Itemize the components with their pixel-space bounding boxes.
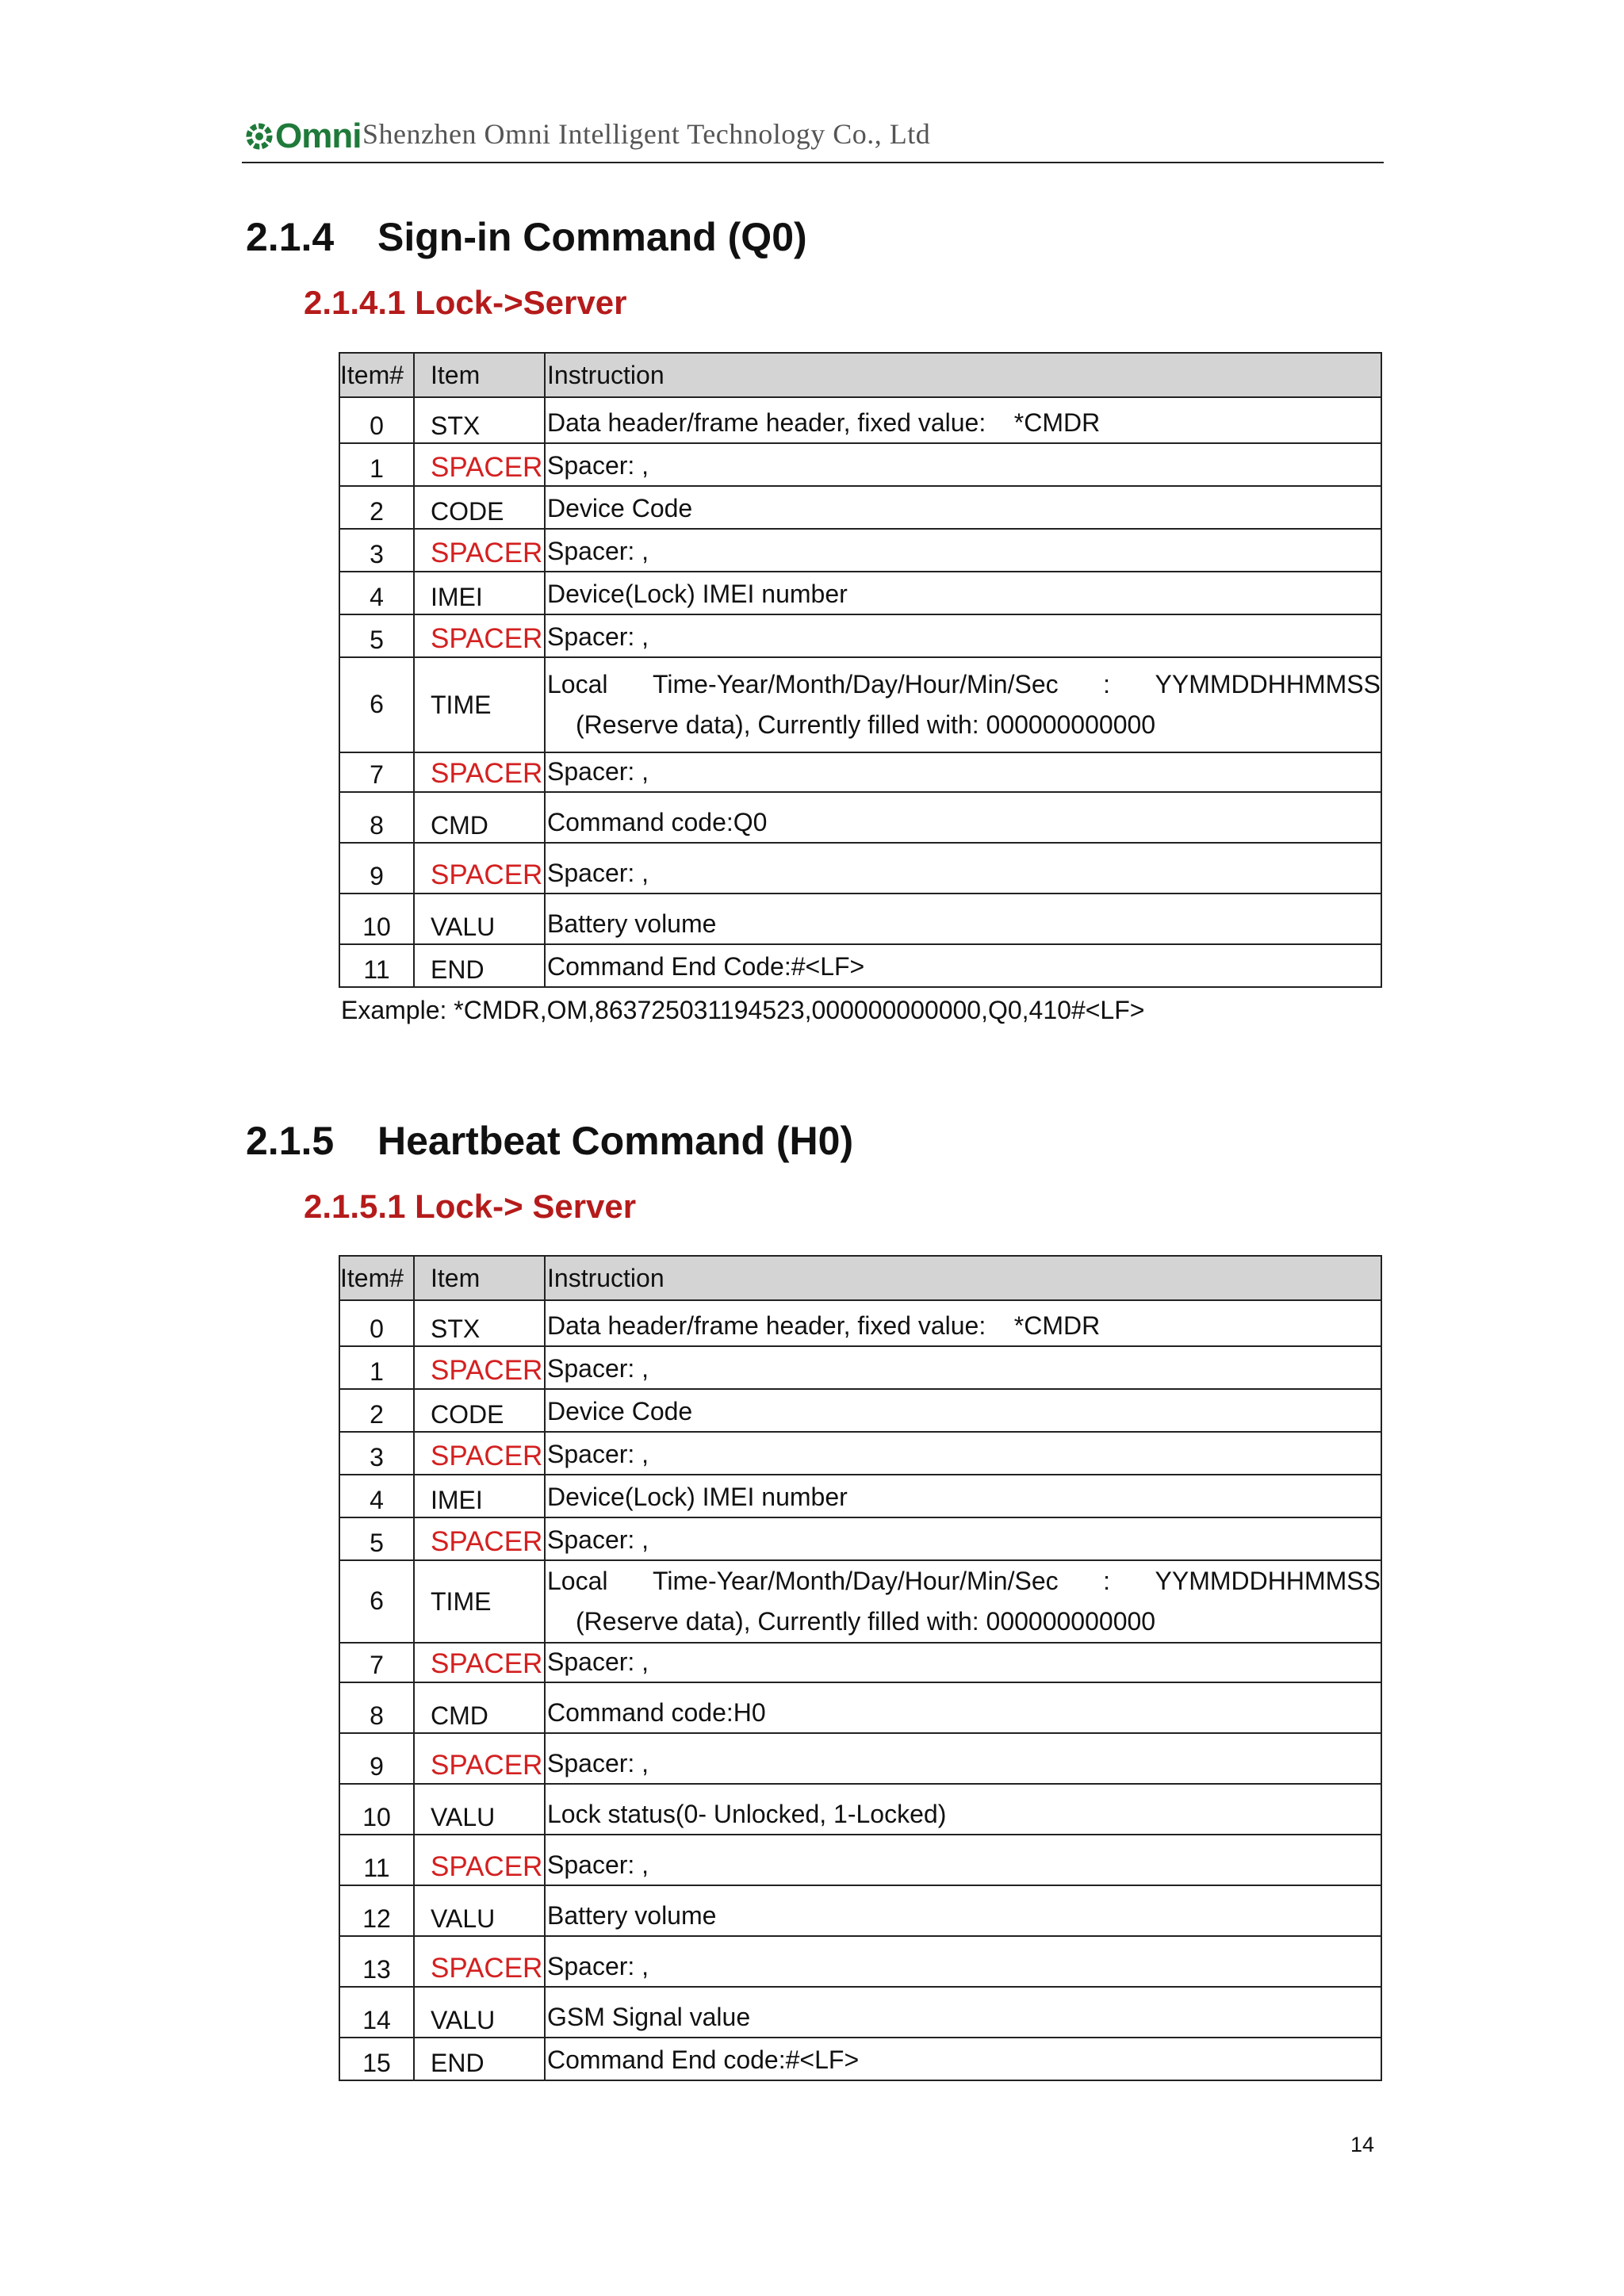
table-row — [339, 1682, 1381, 1733]
cell-item: SPACER — [414, 614, 545, 657]
cell-instruction: Device(Lock) IMEI number — [545, 572, 1381, 614]
cell-instruction: Spacer: , — [545, 1733, 1381, 1784]
instruction-word: YYMMDDHHMMSS — [1155, 1567, 1381, 1595]
instruction-line: (Reserve data), Currently filled with: 000000000000 — [576, 710, 1156, 739]
table-row — [339, 944, 1381, 987]
cell-item: STX — [414, 397, 545, 443]
table-row — [339, 843, 1381, 894]
cell-instruction: Spacer: , — [545, 1835, 1381, 1885]
cell-item-number: 6 — [339, 1560, 414, 1643]
cell-item: END — [414, 2038, 545, 2080]
cell-item-number: 7 — [339, 1643, 414, 1682]
cell-instruction: Battery volume — [545, 1885, 1381, 1936]
cell-item-number: 2 — [339, 486, 414, 529]
cell-item-number: 15 — [339, 2038, 414, 2080]
instruction-line — [547, 1567, 1381, 1596]
table-row — [339, 397, 1381, 443]
cell-item: TIME — [414, 657, 545, 752]
cell-instruction: Spacer: , — [545, 443, 1381, 486]
cell-item-number: 0 — [339, 397, 414, 443]
instruction-word: Time-Year/Month/Day/Hour/Min/Sec — [653, 670, 1059, 698]
cell-item-number: 4 — [339, 572, 414, 614]
cell-item: SPACER — [414, 1517, 545, 1560]
cell-instruction: Lock status(0- Unlocked, 1-Locked) — [545, 1784, 1381, 1835]
table-row — [339, 894, 1381, 944]
cell-item: CODE — [414, 1389, 545, 1432]
cell-item-number: 11 — [339, 1835, 414, 1885]
cell-item: END — [414, 944, 545, 987]
table-header-row — [339, 1256, 1381, 1300]
cell-instruction: GSM Signal value — [545, 1987, 1381, 2038]
header-instruction: Instruction — [545, 353, 1381, 397]
table-row — [339, 1835, 1381, 1885]
cell-instruction: Device(Lock) IMEI number — [545, 1475, 1381, 1517]
cell-instruction: Data header/frame header, fixed value: *CMDR — [545, 1300, 1381, 1346]
instruction-word: Time-Year/Month/Day/Hour/Min/Sec — [653, 1567, 1059, 1595]
cell-item: SPACER — [414, 1936, 545, 1987]
cell-instruction: Spacer: , — [545, 1643, 1381, 1682]
instruction-word: : — [1103, 1567, 1111, 1595]
instruction-line — [547, 670, 1381, 699]
subsection-heading-lock-server: 2.1.5.1 Lock-> Server — [304, 1188, 637, 1225]
cell-instruction: Spacer: , — [545, 1936, 1381, 1987]
cell-item-number: 10 — [339, 1784, 414, 1835]
cell-item: SPACER — [414, 752, 545, 792]
table-row — [339, 614, 1381, 657]
cell-item-number: 8 — [339, 792, 414, 843]
cell-instruction: Spacer: , — [545, 752, 1381, 792]
header-item-number: Item# — [339, 1256, 414, 1300]
cell-item-number: 9 — [339, 843, 414, 894]
cell-item-number: 12 — [339, 1885, 414, 1936]
cell-item: VALU — [414, 1885, 545, 1936]
page-header — [242, 111, 1384, 163]
table-row — [339, 1346, 1381, 1389]
cell-instruction: Command code:Q0 — [545, 792, 1381, 843]
table-row — [339, 1987, 1381, 2038]
table-row — [339, 1733, 1381, 1784]
table-row — [339, 1885, 1381, 1936]
cell-item: IMEI — [414, 1475, 545, 1517]
cell-item: IMEI — [414, 572, 545, 614]
table-row — [339, 1560, 1381, 1643]
cell-item: SPACER — [414, 529, 545, 572]
section-title: Sign-in Command (Q0) — [377, 215, 807, 259]
cell-item: VALU — [414, 894, 545, 944]
cell-item-number: 7 — [339, 752, 414, 792]
cell-item-number: 8 — [339, 1682, 414, 1733]
table-row — [339, 792, 1381, 843]
cell-item: SPACER — [414, 443, 545, 486]
instruction-word: Local — [547, 1567, 608, 1595]
omni-logo-icon — [245, 122, 274, 151]
cell-item: SPACER — [414, 1643, 545, 1682]
instruction-word: YYMMDDHHMMSS — [1155, 670, 1381, 698]
cell-item: CMD — [414, 792, 545, 843]
cell-item-number: 4 — [339, 1475, 414, 1517]
table-row — [339, 443, 1381, 486]
subsection-heading-lock-server: 2.1.4.1 Lock->Server — [304, 284, 627, 321]
cell-instruction: Device Code — [545, 486, 1381, 529]
cell-item: SPACER — [414, 1432, 545, 1475]
cell-item-number: 9 — [339, 1733, 414, 1784]
table-header-row — [339, 353, 1381, 397]
cell-item: SPACER — [414, 1835, 545, 1885]
cell-item-number: 10 — [339, 894, 414, 944]
header-instruction: Instruction — [545, 1256, 1381, 1300]
cell-instruction: Spacer: , — [545, 614, 1381, 657]
example-line: Example: *CMDR,OM,863725031194523,000000000000,Q0,410#<LF> — [341, 996, 1145, 1024]
cell-item-number: 0 — [339, 1300, 414, 1346]
logo-text: Omni — [275, 117, 362, 155]
cell-item-number: 6 — [339, 657, 414, 752]
table-row — [339, 752, 1381, 792]
cell-instruction: Command End code:#<LF> — [545, 2038, 1381, 2080]
cell-item-number: 1 — [339, 443, 414, 486]
cell-item: VALU — [414, 1987, 545, 2038]
table-row — [339, 1432, 1381, 1475]
cell-item-number: 3 — [339, 1432, 414, 1475]
instruction-word: : — [1103, 670, 1111, 698]
cell-instruction: Command End Code:#<LF> — [545, 944, 1381, 987]
company-logo — [245, 117, 361, 155]
section-heading-heartbeat — [246, 1118, 853, 1164]
cell-item-number: 5 — [339, 614, 414, 657]
cell-instruction: Data header/frame header, fixed value: *CMDR — [545, 397, 1381, 443]
cell-item-number: 5 — [339, 1517, 414, 1560]
cell-item-number: 14 — [339, 1987, 414, 2038]
sign-in-command-table — [339, 352, 1382, 988]
table-row — [339, 529, 1381, 572]
table-row — [339, 1936, 1381, 1987]
cell-item: CMD — [414, 1682, 545, 1733]
cell-item-number: 1 — [339, 1346, 414, 1389]
cell-item-number: 2 — [339, 1389, 414, 1432]
cell-instruction: Device Code — [545, 1389, 1381, 1432]
cell-instruction: Spacer: , — [545, 1346, 1381, 1389]
table-row — [339, 1475, 1381, 1517]
cell-instruction: Battery volume — [545, 894, 1381, 944]
instruction-line: (Reserve data), Currently filled with: 000000000000 — [576, 1607, 1156, 1636]
table-row — [339, 1784, 1381, 1835]
cell-item: CODE — [414, 486, 545, 529]
cell-item-number: 13 — [339, 1936, 414, 1987]
cell-item: SPACER — [414, 843, 545, 894]
cell-item-number: 3 — [339, 529, 414, 572]
company-name: Shenzhen Omni Intelligent Technology Co., Ltd — [362, 118, 931, 150]
header-item: Item — [414, 353, 545, 397]
cell-item: STX — [414, 1300, 545, 1346]
table-row — [339, 486, 1381, 529]
cell-instruction — [545, 1560, 1381, 1643]
cell-item: TIME — [414, 1560, 545, 1643]
table-row — [339, 1643, 1381, 1682]
table-row — [339, 572, 1381, 614]
section-number: 2.1.5 — [246, 1119, 335, 1163]
cell-item: VALU — [414, 1784, 545, 1835]
section-number: 2.1.4 — [246, 215, 335, 259]
table-row — [339, 1300, 1381, 1346]
header-item-number: Item# — [339, 353, 414, 397]
cell-item: SPACER — [414, 1733, 545, 1784]
cell-instruction: Spacer: , — [545, 1517, 1381, 1560]
table-row — [339, 1517, 1381, 1560]
cell-instruction — [545, 657, 1381, 752]
section-title: Heartbeat Command (H0) — [377, 1119, 854, 1163]
instruction-word: Local — [547, 670, 608, 698]
heartbeat-command-table — [339, 1255, 1382, 2081]
cell-instruction: Spacer: , — [545, 843, 1381, 894]
cell-instruction: Command code:H0 — [545, 1682, 1381, 1733]
cell-item: SPACER — [414, 1346, 545, 1389]
cell-instruction: Spacer: , — [545, 1432, 1381, 1475]
table-row — [339, 1389, 1381, 1432]
page-number: 14 — [1350, 2133, 1375, 2156]
section-heading-sign-in — [246, 214, 807, 260]
table-row — [339, 657, 1381, 752]
table-row — [339, 2038, 1381, 2080]
cell-item-number: 11 — [339, 944, 414, 987]
cell-instruction: Spacer: , — [545, 529, 1381, 572]
header-item: Item — [414, 1256, 545, 1300]
